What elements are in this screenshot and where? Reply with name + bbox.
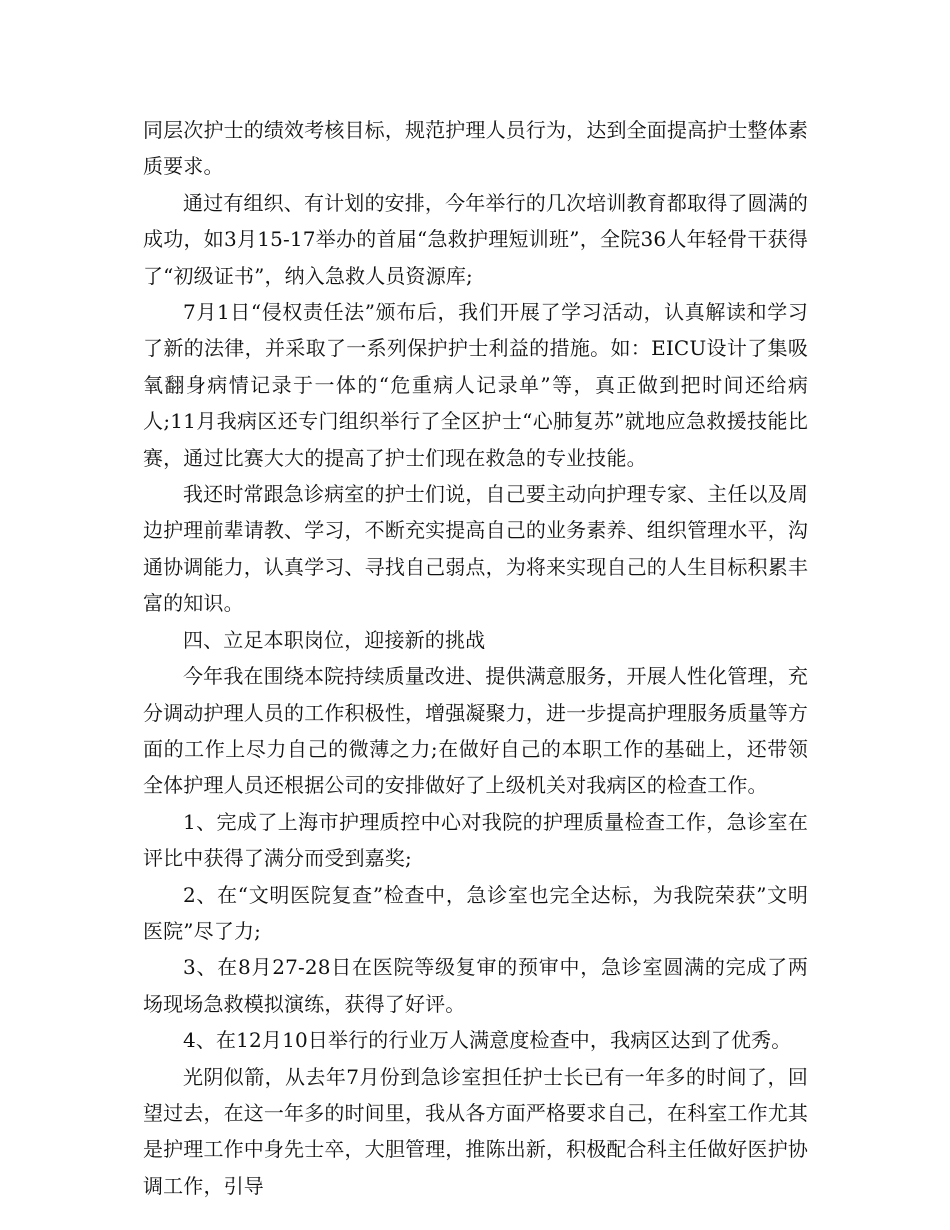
paragraph-reflection: 光阴似箭，从去年7月份到急诊室担任护士长已有一年多的时间了，回望过去，在这一年多的时间里，我从各方面严格要求自己，在科室工作尤其是护理工作中身先士卒，大胆管理，推陈出新，积极配合科主任做好医护协调工作，引导 (143, 1064, 808, 1198)
list-item-2: 2、在“文明医院复查”检查中，急诊室也完全达标，为我院荣获”文明医院”尽了力; (143, 882, 808, 943)
paragraph-tort-law: 7月1日“侵权责任法”颁布后，我们开展了学习活动，认真解读和学习了新的法律，并采取了一系列保护护士利益的措施。如：EICU设计了集吸氧翻身病情记录于一体的“危重病人记录单”等，真正做到把时间还给病人;11月我病区还专门组织举行了全区护士“心肺复苏”就地应急救援技能比赛，通过比赛大大的提高了护士们现在救急的专业技能。 (143, 300, 808, 470)
paragraph-continuation: 同层次护士的绩效考核目标，规范护理人员行为，达到全面提高护士整体素质要求。 (143, 118, 808, 179)
list-item-3: 3、在8月27-28日在医院等级复审的预审中，急诊室圆满的完成了两场现场急救模拟演练，获得了好评。 (143, 955, 808, 1016)
section-heading: 四、立足本职岗位，迎接新的挑战 (183, 627, 486, 652)
paragraph-quality-improvement: 今年我在围绕本院持续质量改进、提供满意服务，开展人性化管理，充分调动护理人员的工作积极性，增强凝聚力，进一步提高护理服务质量等方面的工作上尽力自己的微薄之力;在做好自己的本职工作的基础上，还带领全体护理人员还根据公司的安排做好了上级机关对我病区的检查工作。 (143, 664, 808, 798)
paragraph-learning: 我还时常跟急诊病室的护士们说，自己要主动向护理专家、主任以及周边护理前辈请教、学习，不断充实提高自己的业务素养、组织管理水平，沟通协调能力，认真学习、寻找自己弱点，为将来实现自己的人生目标积累丰富的知识。 (143, 482, 808, 616)
list-item-1: 1、完成了上海市护理质控中心对我院的护理质量检查工作，急诊室在评比中获得了满分而受到嘉奖; (143, 809, 808, 871)
list-item-4: 4、在12月10日举行的行业万人满意度检查中，我病区达到了优秀。 (183, 1028, 792, 1053)
paragraph-training: 通过有组织、有计划的安排，今年举行的几次培训教育都取得了圆满的成功，如3月15-17举办的首届“急救护理短训班”，全院36人年轻骨干获得了“初级证书”，纳入急救人员资源库; (143, 190, 808, 288)
document-body (143, 112, 808, 1204)
